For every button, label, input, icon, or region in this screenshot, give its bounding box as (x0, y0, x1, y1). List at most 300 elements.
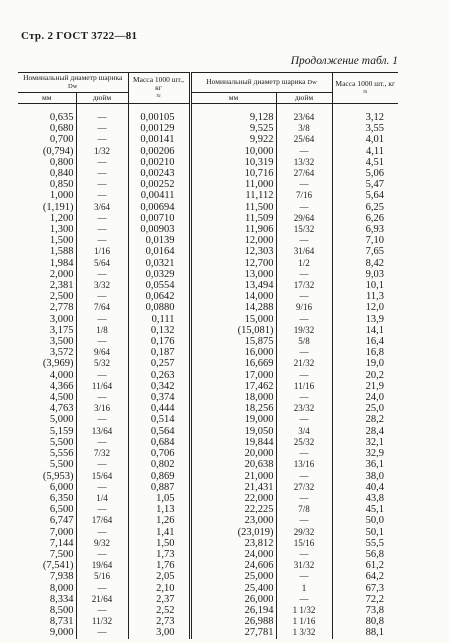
table-row (18, 325, 398, 336)
left-mm-cell: 1,000 (49, 190, 74, 202)
right-inch-cell: 3/8 (276, 123, 332, 134)
table-row (18, 583, 398, 594)
right-mass-cell: 6,25 (332, 202, 398, 213)
right-inch-cell: — (276, 291, 332, 302)
right-mm-cell: 27,781 (190, 627, 276, 638)
left-inch-cell: 11/32 (76, 616, 128, 627)
left-mm-cell: 0,635 (49, 112, 74, 123)
left-inch-cell: — (76, 392, 128, 403)
right-mass-cell: 8,42 (332, 258, 398, 269)
right-mass-cell: 36,1 (332, 459, 398, 470)
left-inch-cell: 19/64 (76, 560, 128, 571)
left-mm-cell: (3,969) (42, 358, 74, 370)
right-inch-cell: 11/16 (276, 381, 332, 392)
right-mm-cell: 12,700 (190, 258, 276, 269)
left-inch-cell: — (76, 414, 128, 425)
right-inch-cell: 9/16 (276, 302, 332, 313)
table-row (18, 157, 398, 168)
left-inch-cell: 1/4 (76, 493, 128, 504)
right-mass-cell: 5,06 (332, 168, 398, 179)
left-inch-cell: — (76, 123, 128, 134)
left-mm-cell: 4,763 (49, 403, 74, 415)
left-mass-cell: 0,00141 (128, 134, 190, 145)
right-approx-sign: ≈ (363, 87, 368, 96)
left-mass-cell: 0,0642 (128, 291, 190, 302)
left-inch-cell: 1/16 (76, 246, 128, 257)
left-mm-cell: 4,366 (49, 380, 74, 392)
right-mm-cell: 12,303 (190, 246, 276, 257)
left-mass-cell: 0,374 (128, 392, 190, 403)
right-inch-header: дюйм (276, 93, 332, 104)
left-mass-cell: 0,0321 (128, 258, 190, 269)
left-mm-cell: 1,200 (49, 212, 74, 224)
table-continuation-title: Продолжение табл. 1 (290, 55, 398, 67)
left-inch-cell: 1/8 (76, 325, 128, 336)
right-mass-cell: 55,5 (332, 538, 398, 549)
left-mm-cell: 4,000 (49, 369, 74, 381)
left-mm-cell: 0,700 (49, 134, 74, 146)
table-row (18, 471, 398, 482)
table-row (18, 605, 398, 616)
right-mm-cell: 11,509 (190, 213, 276, 224)
right-inch-cell: — (276, 235, 332, 246)
right-mass-cell: 20,2 (332, 370, 398, 381)
left-mm-cell: 6,500 (49, 504, 74, 516)
left-mm-cell: 5,500 (49, 459, 74, 471)
left-mass-cell: 1,05 (128, 493, 190, 504)
right-mass-cell: 25,0 (332, 403, 398, 414)
right-mass-cell: 13,9 (332, 314, 398, 325)
left-mass-cell: 0,00105 (128, 112, 190, 123)
right-mass-cell: 6,26 (332, 213, 398, 224)
left-mass-cell: 0,887 (128, 482, 190, 493)
left-inch-cell: — (76, 314, 128, 325)
right-mm-cell: 20,000 (190, 448, 276, 459)
right-mm-cell: 11,906 (190, 224, 276, 235)
left-mm-cell: 5,159 (49, 425, 74, 437)
right-mass-cell: 9,03 (332, 269, 398, 280)
left-mm-cell: 1,984 (49, 257, 74, 269)
left-mass-cell: 2,73 (128, 616, 190, 627)
right-inch-cell: — (276, 347, 332, 358)
left-mass-cell: 0,869 (128, 471, 190, 482)
right-mm-cell: 21,431 (190, 482, 276, 493)
left-inch-cell: — (76, 459, 128, 470)
right-inch-cell: 1 3/32 (276, 627, 332, 638)
left-mass-cell: 0,684 (128, 437, 190, 448)
right-inch-cell: 13/32 (276, 157, 332, 168)
table-row (18, 168, 398, 179)
left-mm-cell: 0,850 (49, 179, 74, 191)
left-mm-cell: 6,000 (49, 481, 74, 493)
right-inch-cell: 15/32 (276, 224, 332, 235)
left-inch-cell: — (76, 269, 128, 280)
left-mass-cell: 0,00243 (128, 168, 190, 179)
right-mm-cell: 14,000 (190, 291, 276, 302)
right-mass-header (332, 73, 398, 104)
right-inch-cell: — (276, 314, 332, 325)
left-mass-cell: 2,52 (128, 605, 190, 616)
right-mass-cell: 38,0 (332, 471, 398, 482)
left-inch-cell: 15/64 (76, 471, 128, 482)
left-inch-cell: 17/64 (76, 515, 128, 526)
table-row (18, 493, 398, 504)
left-mass-cell: 0,00210 (128, 157, 190, 168)
right-inch-cell: 29/32 (276, 527, 332, 538)
left-inch-cell: 7/64 (76, 302, 128, 313)
left-mass-cell: 0,00129 (128, 123, 190, 134)
left-inch-cell: 11/64 (76, 381, 128, 392)
left-mass-cell: 0,342 (128, 381, 190, 392)
table-body (18, 104, 398, 639)
right-mass-cell: 67,3 (332, 583, 398, 594)
left-inch-cell: — (76, 213, 128, 224)
right-mm-cell: 16,000 (190, 347, 276, 358)
table-row (18, 459, 398, 470)
right-inch-cell: — (276, 202, 332, 213)
left-inch-cell: — (76, 112, 128, 123)
left-mm-cell: 7,938 (49, 571, 74, 583)
left-inch-cell: 3/32 (76, 280, 128, 291)
left-mass-cell: 0,00694 (128, 202, 190, 213)
left-mm-cell: 8,000 (49, 582, 74, 594)
left-mass-cell: 0,00710 (128, 213, 190, 224)
left-inch-cell: — (76, 336, 128, 347)
left-mass-cell: 1,13 (128, 504, 190, 515)
left-inch-cell: 3/16 (76, 403, 128, 414)
left-mm-cell: (0,794) (42, 145, 74, 157)
right-mm-cell: 19,000 (190, 414, 276, 425)
left-mass-cell: 3,00 (128, 627, 190, 638)
right-mass-cell: 12,0 (332, 302, 398, 313)
left-mass-cell: 0,444 (128, 403, 190, 414)
right-mm-cell: 15,000 (190, 314, 276, 325)
right-inch-cell: — (276, 392, 332, 403)
right-mm-cell: 13,494 (190, 280, 276, 291)
left-mass-cell: 0,514 (128, 414, 190, 425)
right-mm-cell: 17,000 (190, 370, 276, 381)
left-mass-cell: 2,10 (128, 583, 190, 594)
right-mass-cell: 6,93 (332, 224, 398, 235)
right-inch-cell: — (276, 448, 332, 459)
left-mass-label: Масса 1000 шт., кг (132, 75, 185, 92)
right-inch-cell: 23/64 (276, 112, 332, 123)
right-inch-cell: 25/32 (276, 437, 332, 448)
left-mass-cell: 0,802 (128, 459, 190, 470)
table-row (18, 235, 398, 246)
left-mm-cell: 1,500 (49, 235, 74, 247)
left-mm-cell: 4,500 (49, 392, 74, 404)
left-diameter-header (18, 73, 128, 93)
right-mm-cell: 19,050 (190, 426, 276, 437)
left-mm-cell: 6,350 (49, 492, 74, 504)
right-mass-cell: 14,1 (332, 325, 398, 336)
right-mm-cell: 15,875 (190, 336, 276, 347)
right-mm-cell: 23,812 (190, 538, 276, 549)
right-mass-cell: 4,51 (332, 157, 398, 168)
right-mm-cell: 22,225 (190, 504, 276, 515)
right-mm-cell: 10,319 (190, 157, 276, 168)
table-row (18, 560, 398, 571)
left-inch-cell: 9/32 (76, 538, 128, 549)
right-mm-cell: 12,000 (190, 235, 276, 246)
left-mass-cell: 0,00206 (128, 146, 190, 157)
right-mass-cell: 3,12 (332, 112, 398, 123)
left-mm-header: мм (18, 93, 76, 104)
right-mass-cell: 4,11 (332, 146, 398, 157)
left-mm-cell: 6,747 (49, 515, 74, 527)
right-inch-cell: — (276, 370, 332, 381)
right-mm-cell: 16,669 (190, 358, 276, 369)
table-row (18, 291, 398, 302)
right-inch-cell: — (276, 515, 332, 526)
table-row (18, 302, 398, 313)
right-mass-cell: 40,4 (332, 482, 398, 493)
right-mm-cell: 20,638 (190, 459, 276, 470)
table-row (18, 146, 398, 157)
right-mass-cell: 24,0 (332, 392, 398, 403)
left-mm-cell: (5,953) (42, 470, 74, 482)
left-inch-cell: 13/64 (76, 426, 128, 437)
right-mm-cell: 18,256 (190, 403, 276, 414)
right-mm-cell: 13,000 (190, 269, 276, 280)
left-dw-symbol: Dw (68, 83, 78, 90)
right-mass-cell: 3,55 (332, 123, 398, 134)
left-inch-cell: — (76, 482, 128, 493)
left-mass-cell: 1,73 (128, 549, 190, 560)
left-mm-cell: 0,840 (49, 168, 74, 180)
right-mass-cell: 7,10 (332, 235, 398, 246)
left-mm-cell: 2,000 (49, 268, 74, 280)
left-mm-cell: 2,778 (49, 302, 74, 314)
left-inch-cell: 5/16 (76, 571, 128, 582)
right-mm-cell: 25,400 (190, 583, 276, 594)
left-inch-cell: — (76, 627, 128, 638)
left-inch-header: дюйм (76, 93, 128, 104)
left-mass-cell: 0,00903 (128, 224, 190, 235)
right-inch-cell: — (276, 493, 332, 504)
table-row (18, 269, 398, 280)
table-row (18, 426, 398, 437)
right-mm-cell: 14,288 (190, 302, 276, 313)
left-mass-cell: 1,41 (128, 527, 190, 538)
table-row (18, 594, 398, 605)
left-inch-cell: 3/64 (76, 202, 128, 213)
right-mm-cell: 18,000 (190, 392, 276, 403)
table-row (18, 336, 398, 347)
right-mass-cell: 61,2 (332, 560, 398, 571)
right-inch-cell: — (276, 571, 332, 582)
right-inch-cell: 31/64 (276, 246, 332, 257)
right-mm-cell: 19,844 (190, 437, 276, 448)
left-mass-cell: 0,111 (128, 314, 190, 325)
left-inch-cell: 9/64 (76, 347, 128, 358)
table-row (18, 258, 398, 269)
left-mm-cell: 0,680 (49, 123, 74, 135)
table-row (18, 123, 398, 134)
right-mm-cell: 24,000 (190, 549, 276, 560)
left-mm-cell: 0,800 (49, 156, 74, 168)
right-inch-cell: — (276, 414, 332, 425)
right-inch-cell: 31/32 (276, 560, 332, 571)
left-inch-cell: 5/32 (76, 358, 128, 369)
left-mm-cell: 2,381 (49, 280, 74, 292)
left-inch-cell: — (76, 224, 128, 235)
left-mm-cell: 8,731 (49, 616, 74, 628)
right-inch-cell: — (276, 269, 332, 280)
right-inch-cell: 15/16 (276, 538, 332, 549)
right-mm-cell: (15,081) (190, 325, 276, 336)
right-mass-cell: 16,8 (332, 347, 398, 358)
table-row (18, 314, 398, 325)
right-diameter-header (190, 73, 332, 93)
right-inch-cell: 29/64 (276, 213, 332, 224)
right-mm-cell: 22,000 (190, 493, 276, 504)
right-mass-label: Масса 1000 шт., кг (335, 79, 396, 88)
table-row (18, 616, 398, 627)
left-mass-cell: 1,50 (128, 538, 190, 549)
left-mass-cell: 0,257 (128, 358, 190, 369)
left-mass-cell: 0,132 (128, 325, 190, 336)
left-mm-cell: 3,500 (49, 336, 74, 348)
left-inch-cell: — (76, 190, 128, 201)
left-mass-cell: 0,564 (128, 426, 190, 437)
left-inch-cell: 21/64 (76, 594, 128, 605)
left-mass-cell: 0,263 (128, 370, 190, 381)
right-inch-cell: 5/8 (276, 336, 332, 347)
left-inch-cell: — (76, 235, 128, 246)
right-inch-cell: 1/2 (276, 258, 332, 269)
right-mm-cell: 11,000 (190, 179, 276, 190)
right-mass-cell: 19,0 (332, 358, 398, 369)
right-inch-cell: 27/32 (276, 482, 332, 493)
left-mass-cell: 0,176 (128, 336, 190, 347)
table-row (18, 549, 398, 560)
table-row (18, 448, 398, 459)
right-mass-cell: 32,9 (332, 448, 398, 459)
right-mass-cell: 7,65 (332, 246, 398, 257)
right-mass-cell: 56,8 (332, 549, 398, 560)
left-mass-cell: 0,0880 (128, 302, 190, 313)
left-inch-cell: — (76, 179, 128, 190)
left-mass-cell: 0,0329 (128, 269, 190, 280)
left-mm-cell: 8,500 (49, 604, 74, 616)
left-mass-cell: 2,37 (128, 594, 190, 605)
table-row (18, 392, 398, 403)
left-inch-cell: — (76, 168, 128, 179)
left-inch-cell: — (76, 549, 128, 560)
left-mm-cell: 8,334 (49, 593, 74, 605)
right-dw-symbol: Dw (307, 79, 317, 86)
right-mm-cell: 9,525 (190, 123, 276, 134)
table-row (18, 213, 398, 224)
right-inch-cell: 7/8 (276, 504, 332, 515)
right-mass-cell: 73,8 (332, 605, 398, 616)
table-row (18, 515, 398, 526)
right-mm-cell: 24,606 (190, 560, 276, 571)
table-row (18, 381, 398, 392)
left-mm-cell: 5,000 (49, 414, 74, 426)
left-inch-cell: — (76, 583, 128, 594)
right-mm-header: мм (190, 93, 276, 104)
right-mm-cell: 25,000 (190, 571, 276, 582)
left-mm-cell: (7,541) (42, 560, 74, 572)
left-inch-cell: — (76, 291, 128, 302)
left-mm-cell: 3,175 (49, 324, 74, 336)
left-mm-cell: 9,000 (49, 627, 74, 639)
right-inch-cell: 1 1/32 (276, 605, 332, 616)
right-mm-cell: 26,988 (190, 616, 276, 627)
table-row (18, 347, 398, 358)
right-inch-cell: 19/32 (276, 325, 332, 336)
right-inch-cell: 23/32 (276, 403, 332, 414)
right-inch-cell: 1 1/16 (276, 616, 332, 627)
left-mm-cell: 5,556 (49, 448, 74, 460)
table-row (18, 134, 398, 145)
right-mm-cell: (23,019) (190, 527, 276, 538)
right-mass-cell: 28,4 (332, 426, 398, 437)
left-mass-cell: 1,76 (128, 560, 190, 571)
left-mm-cell: 1,300 (49, 224, 74, 236)
left-mass-cell: 0,0139 (128, 235, 190, 246)
right-mass-cell: 43,8 (332, 493, 398, 504)
right-mm-cell: 26,194 (190, 605, 276, 616)
right-mass-cell: 45,1 (332, 504, 398, 515)
right-mm-cell: 11,500 (190, 202, 276, 213)
table-row (18, 224, 398, 235)
right-mm-cell: 26,000 (190, 594, 276, 605)
table-row (18, 246, 398, 257)
left-mm-cell: 3,000 (49, 313, 74, 325)
right-mm-cell: 11,112 (190, 190, 276, 201)
table-row (18, 190, 398, 201)
table-row (18, 538, 398, 549)
left-inch-cell: 5/64 (76, 258, 128, 269)
right-mass-cell: 28,2 (332, 414, 398, 425)
left-mm-cell: 5,500 (49, 436, 74, 448)
left-mass-cell: 0,0164 (128, 246, 190, 257)
right-mm-cell: 21,000 (190, 471, 276, 482)
table-row (18, 370, 398, 381)
table-row (18, 504, 398, 515)
left-inch-cell: — (76, 527, 128, 538)
right-mass-cell: 5,64 (332, 190, 398, 201)
left-inch-cell: 7/32 (76, 448, 128, 459)
right-mm-cell: 10,000 (190, 146, 276, 157)
left-mass-header (128, 73, 190, 104)
left-mm-cell: 7,144 (49, 537, 74, 549)
right-mass-cell: 50,1 (332, 527, 398, 538)
right-mass-cell: 5,47 (332, 179, 398, 190)
left-inch-cell: — (76, 157, 128, 168)
left-approx-sign: ≈ (156, 91, 161, 100)
table-row (18, 112, 398, 123)
left-mm-cell: 7,500 (49, 548, 74, 560)
right-inch-cell: — (276, 594, 332, 605)
left-mass-cell: 0,00252 (128, 179, 190, 190)
right-mass-cell: 11,3 (332, 291, 398, 302)
right-mass-cell: 16,4 (332, 336, 398, 347)
right-inch-cell: 25/64 (276, 134, 332, 145)
table-row (18, 482, 398, 493)
left-mass-cell: 0,0554 (128, 280, 190, 291)
ball-mass-table (18, 72, 398, 639)
left-mm-cell: 3,572 (49, 347, 74, 359)
left-mass-cell: 0,00411 (128, 190, 190, 201)
right-inch-cell: 7/16 (276, 190, 332, 201)
right-mm-cell: 23,000 (190, 515, 276, 526)
table-row (18, 627, 398, 638)
